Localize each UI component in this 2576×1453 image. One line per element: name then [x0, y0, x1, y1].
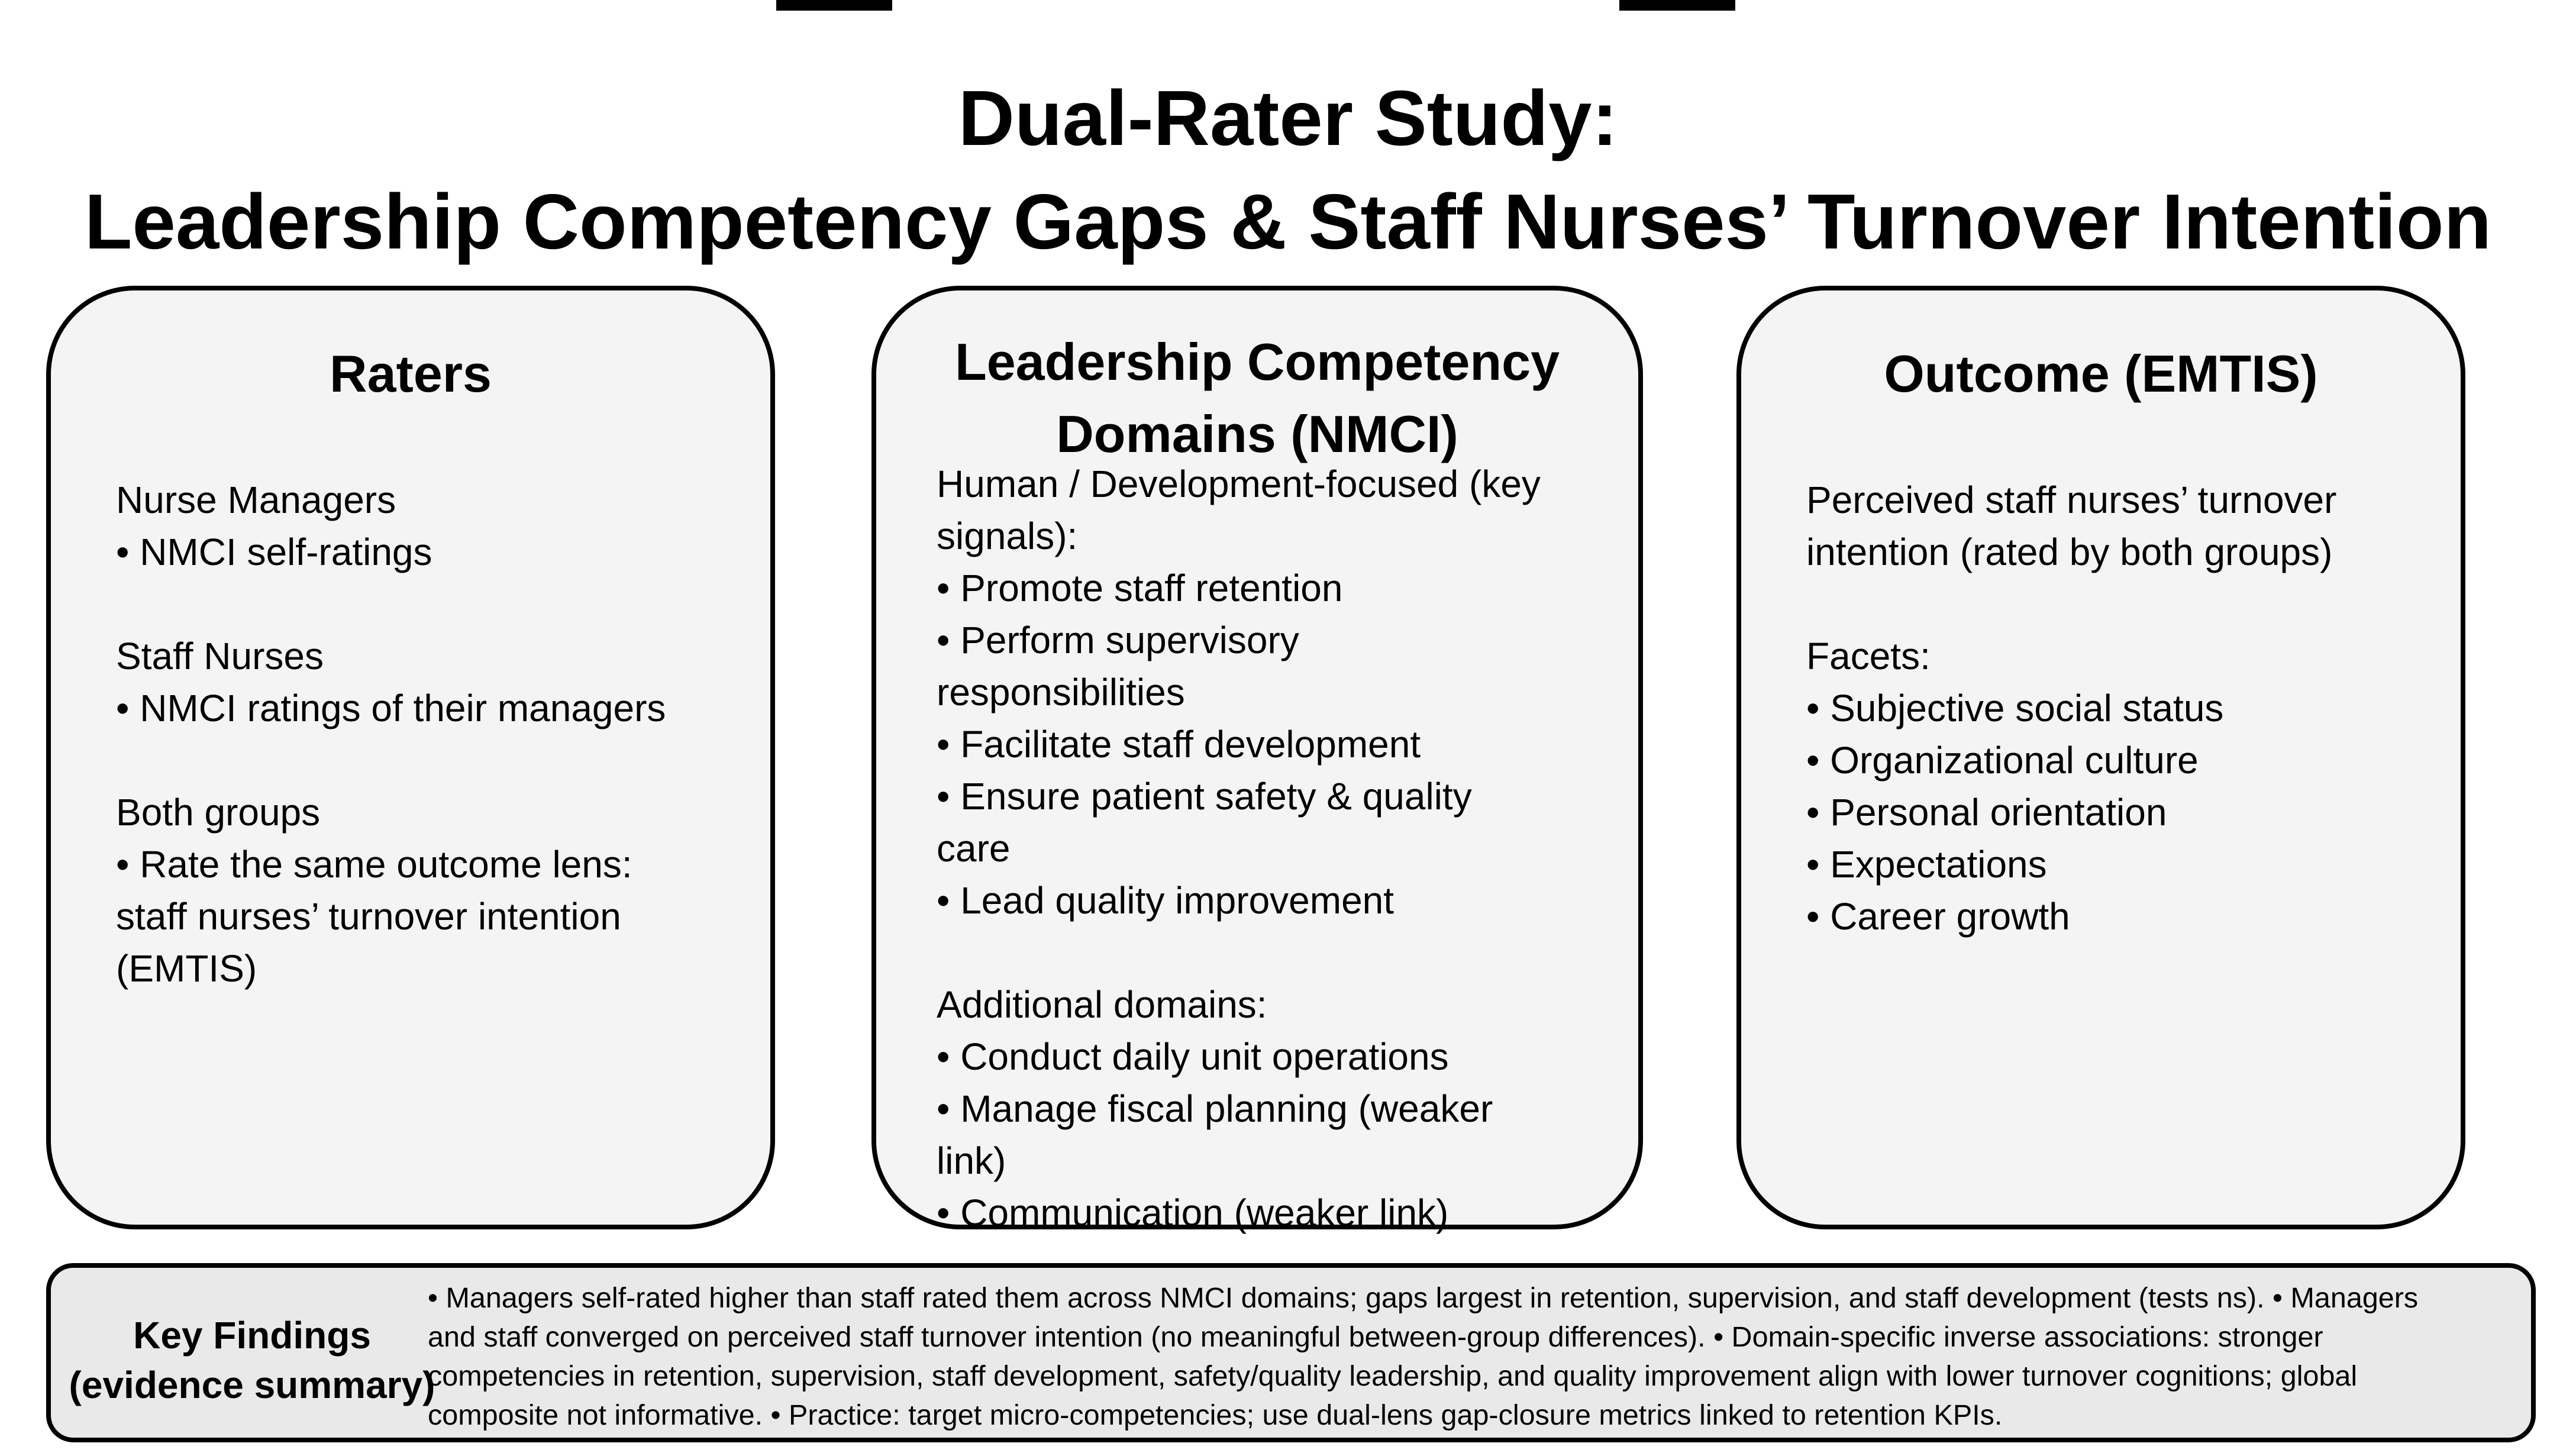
competency-domains-heading [876, 326, 1638, 470]
page-title-line-2: Leadership Competency Gaps & Staff Nurses’ Turnover Intention [84, 178, 2492, 265]
decorative-bar-right [1619, 0, 1735, 11]
raters-line [116, 578, 755, 630]
raters-line: • NMCI self-ratings [116, 531, 432, 573]
raters-line: (EMTIS) [116, 947, 257, 990]
key-findings-label-line-2: (evidence summary) [69, 1364, 435, 1406]
findings-line: and staff converged on perceived staff turnover intention (no meaningful between-group differences). • Domain-specific inverse associations: stronger [428, 1321, 2323, 1353]
raters-line: • NMCI ratings of their managers [116, 687, 666, 729]
competency-domains-body [937, 458, 1617, 1239]
domains-line: • Conduct daily unit operations [937, 1035, 1449, 1078]
outcome-heading: Outcome (EMTIS) [1884, 344, 2318, 403]
domains-line: Additional domains: [937, 983, 1267, 1026]
outcome-body [1806, 474, 2445, 942]
domains-line: • Manage fiscal planning (weaker [937, 1087, 1493, 1130]
domains-line: • Promote staff retention [937, 567, 1343, 609]
raters-line: Nurse Managers [116, 479, 396, 521]
raters-panel [46, 286, 775, 1229]
outcome-line: • Career growth [1806, 895, 2070, 938]
findings-line: competencies in retention, supervision, staff development, safety/quality leadership, and quality improvement align with lower turnover cognitions; global [428, 1360, 2358, 1392]
decorative-bar-left [776, 0, 892, 11]
outcome-line [1806, 578, 2445, 630]
outcome-line: intention (rated by both groups) [1806, 531, 2333, 573]
raters-line: staff nurses’ turnover intention [116, 895, 621, 938]
raters-body [116, 474, 755, 995]
raters-heading: Raters [330, 344, 492, 403]
domains-line: responsibilities [937, 671, 1185, 713]
competency-domains-panel [871, 286, 1643, 1234]
outcome-line: • Personal orientation [1806, 791, 2167, 834]
raters-line: • Rate the same outcome lens: [116, 843, 632, 886]
domains-line: • Lead quality improvement [937, 879, 1394, 922]
key-findings-label [63, 1310, 441, 1410]
raters-line [116, 734, 755, 786]
findings-line: composite not informative. • Practice: target micro-competencies; use dual-lens gap-closure metrics linked to retention KPIs. [428, 1399, 2003, 1431]
outcome-line: • Expectations [1806, 843, 2047, 886]
domains-line: • Ensure patient safety & quality [937, 775, 1472, 818]
raters-line: Both groups [116, 791, 321, 834]
competency-domains-heading-line-1: Leadership Competency [954, 332, 1560, 391]
findings-line: • Managers self-rated higher than staff rated them across NMCI domains; gaps largest in retention, supervision, and staff development (tests ns). • Managers [428, 1282, 2419, 1314]
outcome-panel [1736, 286, 2465, 1229]
outcome-line: Facets: [1806, 635, 1931, 677]
outcome-line: • Organizational culture [1806, 739, 2199, 782]
domains-line: signals): [937, 515, 1078, 557]
domains-line [937, 926, 1617, 979]
key-findings-label-line-1: Key Findings [133, 1314, 371, 1357]
domains-line: • Communication (weaker link) [937, 1192, 1449, 1234]
competency-domains-heading-line-2: Domains (NMCI) [1056, 405, 1458, 463]
page-title-line-1: Dual-Rater Study: [958, 75, 1618, 162]
raters-line: Staff Nurses [116, 635, 324, 677]
outcome-line: • Subjective social status [1806, 687, 2224, 729]
domains-line: care [937, 827, 1011, 870]
domains-line: Human / Development-focused (key [937, 463, 1541, 505]
domains-line: • Perform supervisory [937, 619, 1299, 661]
outcome-line: Perceived staff nurses’ turnover [1806, 479, 2337, 521]
domains-line: • Facilitate staff development [937, 723, 1421, 766]
domains-line: link) [937, 1139, 1006, 1182]
key-findings-box [46, 1263, 2536, 1442]
key-findings-text [428, 1278, 2534, 1435]
